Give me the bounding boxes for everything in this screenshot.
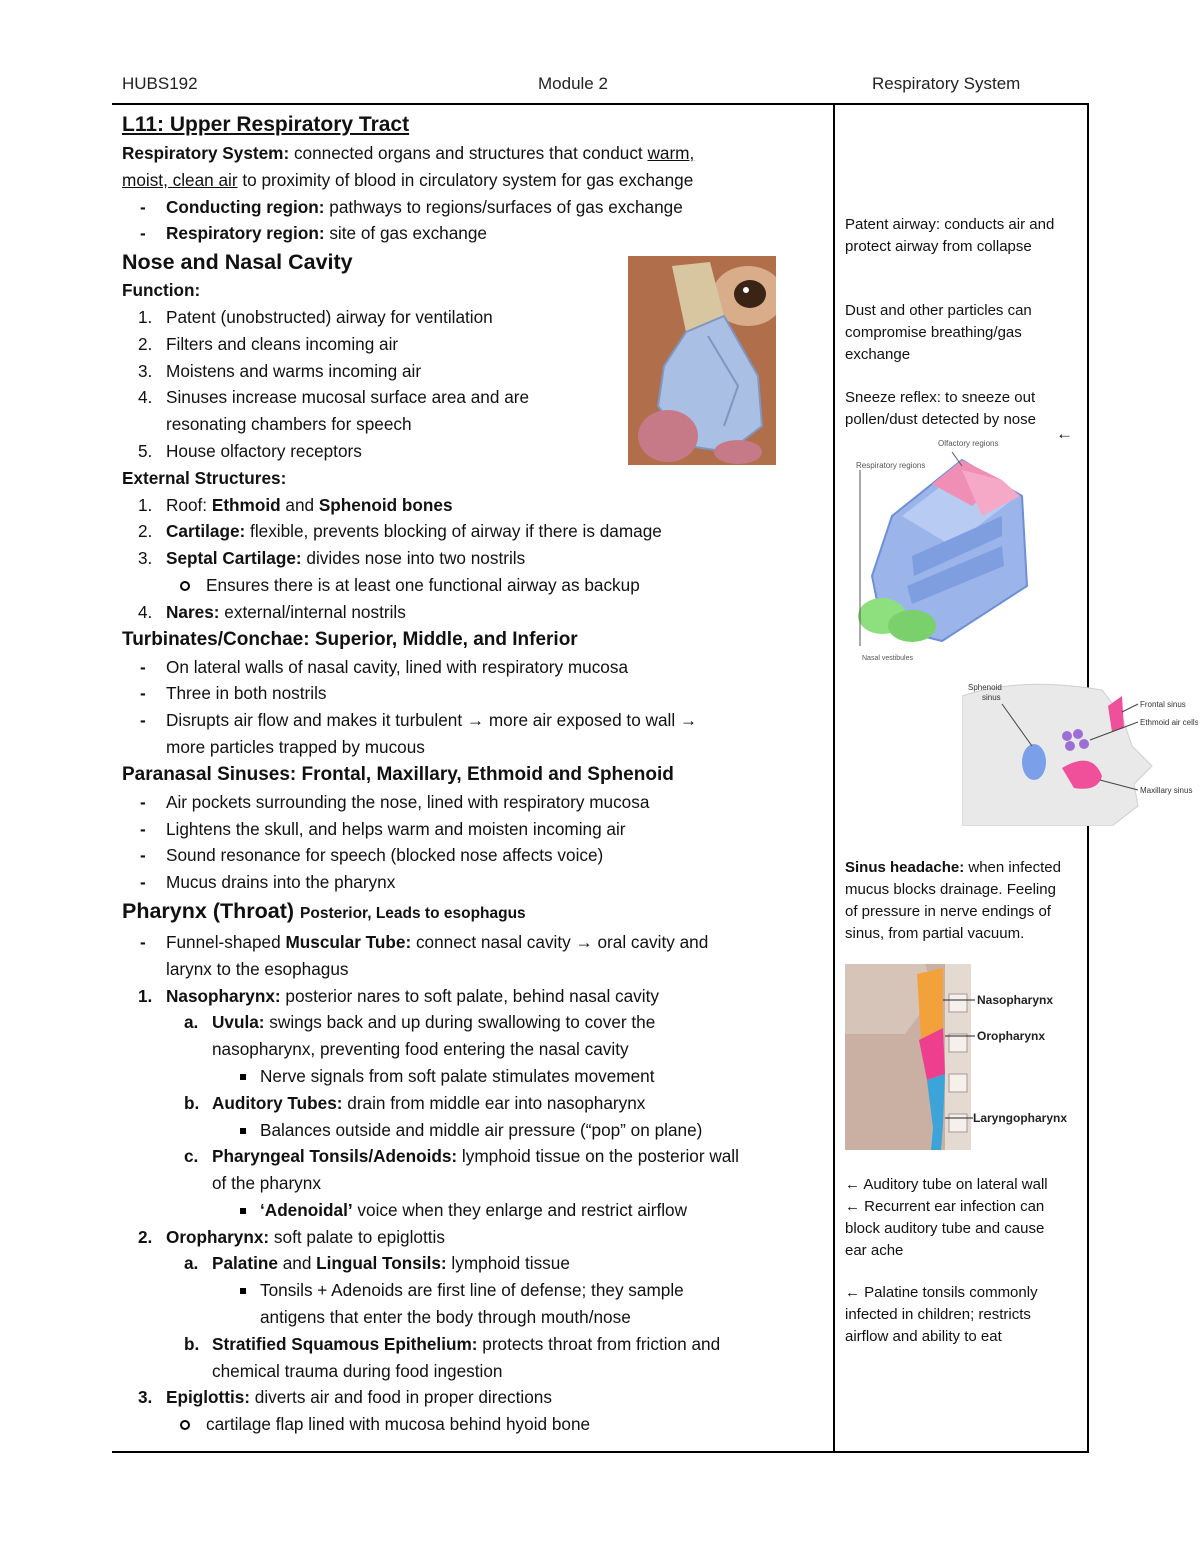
list-item: 2. Cartilage: flexible, prevents blocking of airway if there is damage [138,521,662,542]
header-topic: Respiratory System [872,74,1021,93]
list-item: 3. Moistens and warms incoming air [138,360,422,381]
list-item: - Lightens the skull, and helps warm and moisten incoming air [122,816,822,843]
list-item: - Funnel-shaped Muscular Tube: connect nasal cavity → oral cavity and [122,929,822,956]
label-laryngopharynx: Laryngopharynx [973,1111,1068,1125]
label-maxillary: Maxillary sinus [1140,786,1193,795]
list-item: - Respiratory region: site of gas exchange [122,220,822,247]
list-item: - On lateral walls of nasal cavity, lined with respiratory mucosa [122,654,822,681]
label-nasopharynx: Nasopharynx [977,993,1054,1007]
list-item: b. Stratified Squamous Epithelium: protects throat from friction and [184,1333,721,1354]
side-note-headache: Sinus headache: when infected mucus blocks drainage. Feeling of pressure in nerve endings of sinus, from partial vacuum. [845,859,1061,942]
column-divider [833,104,835,1452]
list-item: - Disrupts air flow and makes it turbulent → more air exposed to wall → [122,707,822,734]
list-item: - Air pockets surrounding the nose, lined with respiratory mucosa [122,789,822,816]
list-item: 1. Nasopharynx: posterior nares to soft palate, behind nasal cavity [138,985,659,1006]
list-item: b. Auditory Tubes: drain from middle ear into nasopharynx [184,1092,646,1113]
function-label: Function: [122,280,201,301]
list-item: - Three in both nostrils [122,680,822,707]
list-item: 4. Sinuses increase mucosal surface area and are [138,387,530,408]
list-item: resonating chambers for speech [166,414,412,435]
list-item: 2. Oropharynx: soft palate to epiglottis [138,1226,445,1247]
list-item: 1. Roof: Ethmoid and Sphenoid bones [138,494,453,515]
side-note-palatine: ← Palatine tonsils commonly infected in children; restricts airflow and ability to eat [845,1284,1038,1345]
list-item: ‘Adenoidal’ voice when they enlarge and restrict airflow [122,1197,822,1224]
list-item-cont: larynx to the esophagus [166,958,349,979]
pharynx-diagram [845,964,1085,1150]
nose-cartilage-image [628,256,776,465]
label-nasal-vestibules: Nasal vestibules [862,655,913,662]
list-item: a. Palatine and Lingual Tonsils: lymphoid tissue [184,1253,570,1274]
intro-line1: Respiratory System: connected organs and structures that conduct warm, [122,143,695,163]
side-note-auditory: ← Auditory tube on lateral wall ← Recurrent ear infection can block auditory tube and cause ear ache [845,1176,1048,1259]
label-sinus: sinus [982,693,1001,702]
list-item-cont: of the pharynx [212,1173,321,1194]
label-ethmoid: Ethmoid air cells [1140,718,1198,727]
intro-line2: moist, clean air to proximity of blood in circulatory system for gas exchange [122,169,694,190]
list-item: c. Pharyngeal Tonsils/Adenoids: lymphoid tissue on the posterior wall [184,1146,739,1167]
label-sphenoid: Sphenoid [968,683,1002,692]
list-item: cartilage flap lined with mucosa behind hyoid bone [122,1411,822,1438]
side-note-sneeze: Sneeze reflex: to sneeze out pollen/dust detected by nose [845,389,1036,428]
list-item-cont: chemical trauma during food ingestion [212,1360,503,1381]
list-item: Balances outside and middle air pressure (“pop” on plane) [122,1117,822,1144]
list-item: 3. Septal Cartilage: divides nose into two nostrils [138,548,526,569]
left-arrow-icon: ← [1056,424,1073,443]
list-item: 4. Nares: external/internal nostrils [138,601,406,622]
list-item-cont: nasopharynx, preventing food entering the nasal cavity [212,1039,629,1060]
list-item: 5. House olfactory receptors [138,440,362,461]
list-item: Nerve signals from soft palate stimulates movement [122,1063,822,1090]
label-oropharynx: Oropharynx [977,1029,1046,1043]
list-item: Tonsils + Adenoids are first line of defense; they sample [122,1277,822,1304]
section-heading-turbinates: Turbinates/Conchae: Superior, Middle, and Inferior [122,628,578,650]
label-respiratory: Respiratory regions [856,461,926,470]
list-item: - Conducting region: pathways to regions/surfaces of gas exchange [122,194,822,221]
label-olfactory: Olfactory regions [938,439,999,448]
nasal-regions-diagram [852,436,1052,664]
header-module: Module 2 [538,74,608,93]
header-course: HUBS192 [122,74,198,93]
list-item-cont: antigens that enter the body through mouth/nose [260,1307,631,1328]
list-item: 3. Epiglottis: diverts air and food in proper directions [138,1387,552,1408]
label-frontal: Frontal sinus [1140,700,1186,709]
side-note-dust: Dust and other particles can compromise breathing/gas exchange [845,302,1032,363]
list-item-cont: more particles trapped by mucous [166,736,425,757]
section-heading-nose: Nose and Nasal Cavity [122,250,353,275]
section-heading-pharynx: Pharynx (Throat) Posterior, Leads to esophagus [122,898,526,923]
section-heading-sinuses: Paranasal Sinuses: Frontal, Maxillary, Ethmoid and Sphenoid [122,763,674,785]
list-item: - Sound resonance for speech (blocked nose affects voice) [122,842,822,869]
list-item: 2. Filters and cleans incoming air [138,333,399,354]
list-item: 1. Patent (unobstructed) airway for ventilation [138,306,493,327]
side-note-patent: Patent airway: conducts air and protect airway from collapse [845,216,1055,255]
footer-rule [112,1451,1089,1453]
list-item: - Mucus drains into the pharynx [122,869,822,896]
header-rule [112,103,1089,105]
page-title: L11: Upper Respiratory Tract [122,113,410,136]
sinuses-diagram [962,676,1198,826]
list-item: Ensures there is at least one functional airway as backup [122,572,822,599]
list-item: a. Uvula: swings back and up during swallowing to cover the [184,1012,656,1033]
external-label: External Structures: [122,467,287,488]
